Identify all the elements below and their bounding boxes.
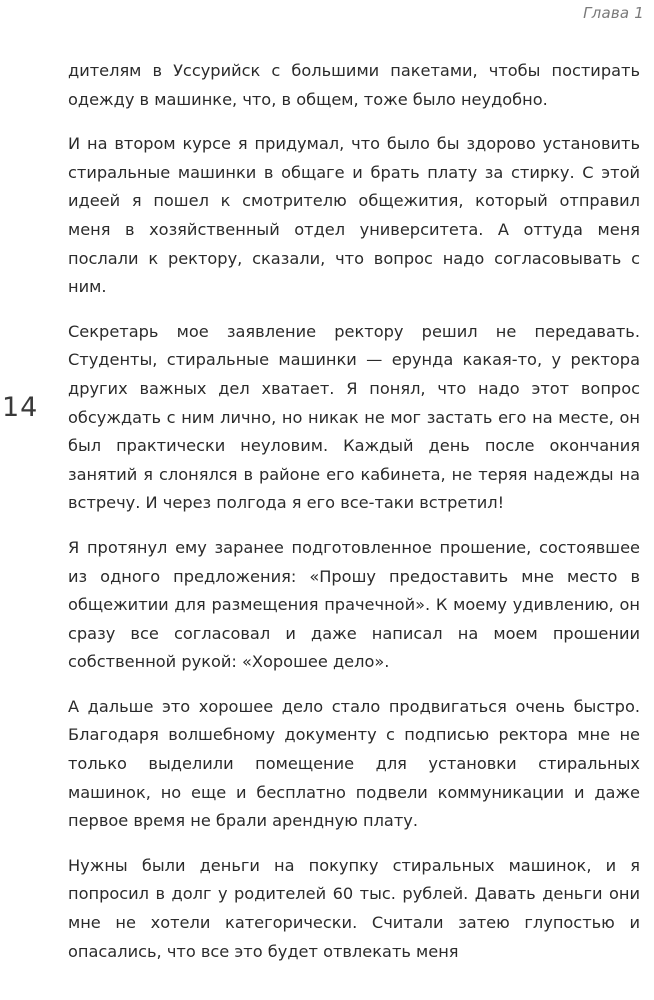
paragraph-3: Секретарь мое заявление ректору решил не передавать. Студенты, стиральные машинки — ерунда какая-то, у ректора других важных дел хватает. Я понял, что надо этот вопрос обсуждать с ним лично, но никак не мог застать его на месте, он был практически неуловим. Каждый день после окончания занятий я слонялся в районе его кабинета, не теряя надежды на встречу. И через полгода я его все-таки встретил! <box>68 321 640 513</box>
running-header-chapter: Глава 1 <box>583 4 644 22</box>
paragraph-5: А дальше это хорошее дело стало продвигаться очень быстро. Благодаря волшебному документу с подписью ректора мне не только выделили помещение для установки стиральных машинок, но еще и бесплатно подвели коммуникации и даже первое время не брали арендную плату. <box>68 696 640 831</box>
page-number: 14 <box>2 392 39 423</box>
paragraph-2: И на втором курсе я придумал, что было бы здорово установить стиральные машинки в общаге и брать плату за стирку. С этой идеей я пошел к смотрителю общежития, который отправил меня в хозяйственный отдел университета. А оттуда меня послали к ректору, сказали, что вопрос надо согласовывать с ним. <box>68 134 640 297</box>
paragraph-4: Я протянул ему заранее подготовленное прошение, состоявшее из одного предложения: «Прошу предоставить мне место в общежитии для размещения прачечной». К моему удивлению, он сразу все согласовал и даже написал на моем прошении собственной рукой: «Хорошее дело». <box>68 537 640 672</box>
paragraph-6: Нужны были деньги на покупку стиральных машинок, и я попросил в долг у родителей 60 тыс. рублей. Давать деньги они мне не хотели категорически. Считали затею глупостью и опасались, что все это будет отвлекать меня <box>68 855 640 961</box>
paragraph-1: дителям в Уссурийск с большими пакетами, чтобы постирать одежду в машинке, что, в общем, тоже было неудобно. <box>68 61 640 109</box>
body-text <box>68 57 640 982</box>
